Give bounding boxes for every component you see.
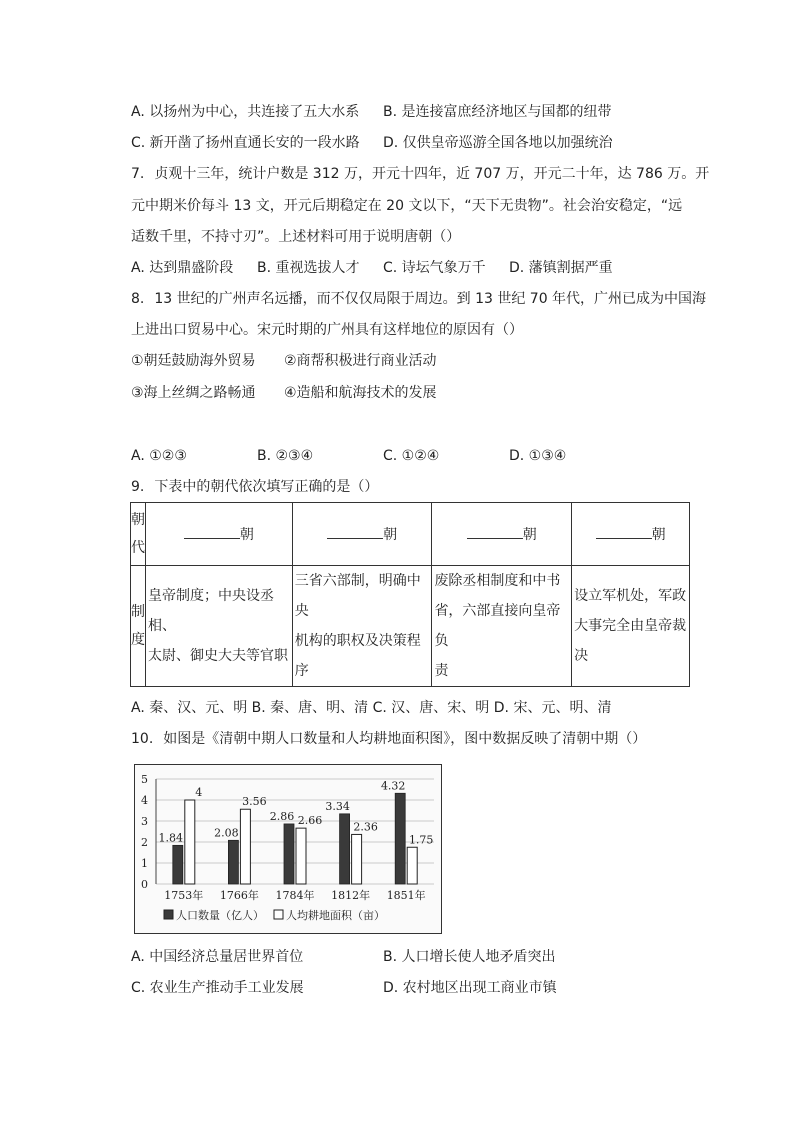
system-cell: [292, 566, 432, 687]
dynasty-blank-cell: [146, 503, 293, 566]
bar-land: [185, 800, 195, 884]
y-tick-label: 0: [141, 878, 148, 891]
dynasty-suffix: 朝: [239, 527, 254, 543]
q8-option-c: C. ①②④: [383, 448, 440, 464]
q8-item-4: ④造船和航海技术的发展: [284, 385, 437, 401]
fill-blank[interactable]: [184, 524, 240, 539]
cell-line: 机构的职权及决策程: [294, 633, 421, 649]
q7-stem-line-3: 适数千里，不持寸刃”。上述材料可用于说明唐朝（）: [131, 229, 461, 245]
dynasty-table: [130, 502, 690, 687]
q8-option-d: D. ①③④: [509, 448, 567, 464]
q6-option-a: A. 以扬州为中心，共连接了五大水系: [131, 104, 360, 120]
x-tick-label: 1851年: [386, 889, 426, 902]
table-row: [131, 566, 690, 687]
q7-option-b: B. 重视选拔人才: [257, 260, 360, 276]
q8-option-b: B. ②③④: [257, 448, 314, 464]
q8-item-3: ③海上丝绸之路畅通: [131, 385, 256, 401]
dynasty-suffix: 朝: [651, 527, 666, 543]
q8-item-2: ②商帮积极进行商业活动: [284, 353, 437, 369]
dynasty-blank-cell: [292, 503, 432, 566]
bar-land: [352, 834, 362, 884]
system-cell: [572, 566, 690, 687]
q10-number: 10.: [131, 731, 154, 747]
q7-option-a: A. 达到鼎盛阶段: [131, 260, 234, 276]
data-label-population: 2.86: [269, 809, 295, 823]
fill-blank[interactable]: [467, 524, 523, 539]
y-tick-label: 2: [141, 836, 148, 849]
cell-line: 太尉、御史大夫等官职: [148, 648, 288, 664]
data-label-population: 2.08: [214, 826, 239, 840]
row-header-system: [131, 566, 146, 687]
cell-line: 责: [434, 663, 449, 679]
legend-label-land: 人均耕地面积（亩）: [286, 909, 385, 922]
cell-line: 大事完全由皇帝裁: [574, 618, 687, 634]
q7-option-c: C. 诗坛气象万千: [383, 260, 486, 276]
q9-number: 9.: [131, 479, 145, 495]
bar-land: [296, 828, 306, 884]
data-label-land: 1.75: [408, 833, 434, 847]
q7-text-1: 贞观十三年，统计户数是 312 万，开元十四年，近 707 万，开元二十年，达 786 万。开: [154, 166, 710, 182]
table-row: [131, 503, 690, 566]
q6-option-b: B. 是连接富庶经济地区与国都的纽带: [383, 104, 612, 120]
q10-option-c: C. 农业生产推动手工业发展: [131, 980, 304, 996]
data-label-land: 3.56: [242, 795, 267, 809]
dynasty-blank-cell: [572, 503, 690, 566]
cell-line: 三省六部制，明确中央: [294, 573, 421, 619]
q9-options: A. 秦、汉、元、明 B. 秦、唐、明、清 C. 汉、唐、宋、明 D. 宋、元、明、清: [131, 700, 612, 716]
population-land-chart: [134, 764, 442, 934]
bar-population: [173, 845, 183, 884]
bar-population: [284, 824, 294, 884]
cell-line: 序: [294, 663, 309, 679]
q7-stem-line-2: 元中期米价每斗 13 文，开元后期稳定在 20 文以下，“天下无贵物”。社会治安稳定，“远: [131, 198, 683, 214]
q8-item-1: ①朝廷鼓励海外贸易: [131, 353, 256, 369]
q7-stem-line-1: [131, 164, 709, 184]
cell-line: 废除丞相制度和中书: [434, 573, 561, 589]
y-tick-label: 3: [141, 815, 148, 828]
legend-swatch-land: [274, 910, 283, 919]
q8-text-1: 13 世纪的广州声名远播，而不仅仅局限于周边。到 13 世纪 70 年代，广州已成为中国海: [154, 291, 707, 307]
row-header-char: 制: [131, 604, 145, 620]
data-label-population: 3.34: [325, 799, 350, 813]
data-label-land: 2.66: [297, 814, 323, 828]
q10-text: 如图是《清朝中期人口数量和人均耕地面积图》，图中数据反映了清朝中期（）: [163, 731, 647, 747]
data-label-population: 4.32: [380, 779, 406, 793]
q6-option-d: D. 仅供皇帝巡游全国各地以加强统治: [383, 135, 613, 151]
q9-stem: [131, 477, 378, 497]
system-cell: [146, 566, 293, 687]
cell-line: 设立军机处，军政: [574, 588, 687, 604]
q8-number: 8.: [131, 291, 145, 307]
q10-option-b: B. 人口增长使人地矛盾突出: [383, 949, 556, 965]
y-tick-label: 5: [141, 773, 148, 786]
bar-land: [240, 809, 250, 884]
bar-population: [395, 793, 405, 884]
y-tick-label: 4: [141, 794, 148, 807]
fill-blank[interactable]: [327, 524, 383, 539]
q8-stem-line-1: [131, 289, 706, 309]
x-tick-label: 1812年: [331, 889, 371, 902]
data-label-land: 4: [195, 786, 203, 799]
cell-line: 省，六部直接向皇帝负: [434, 603, 561, 649]
dynasty-blank-cell: [432, 503, 572, 566]
legend-label-population: 人口数量（亿人）: [176, 909, 264, 922]
y-tick-label: 1: [141, 857, 148, 870]
q6-option-c: C. 新开凿了扬州直通长安的一段水路: [131, 135, 360, 151]
bar-land: [407, 847, 417, 884]
q8-stem-line-2: 上进出口贸易中心。宋元时期的广州具有这样地位的原因有（）: [131, 322, 523, 338]
data-label-population: 1.84: [158, 831, 184, 845]
bar-population: [340, 814, 350, 884]
q8-option-a: A. ①②③: [131, 448, 187, 464]
q10-option-a: A. 中国经济总量居世界首位: [131, 949, 304, 965]
q7-option-d: D. 藩镇割据严重: [509, 260, 613, 276]
system-cell: [432, 566, 572, 687]
chart-svg: [134, 764, 442, 934]
row-header-dynasty: [131, 503, 146, 566]
q7-number: 7.: [131, 166, 145, 182]
row-header-char: 度: [131, 632, 145, 648]
row-header-char: 代: [131, 540, 145, 556]
cell-line: 决: [574, 648, 589, 664]
dynasty-suffix: 朝: [383, 527, 398, 543]
q9-text: 下表中的朝代依次填写正确的是（）: [154, 479, 379, 495]
fill-blank[interactable]: [596, 524, 652, 539]
legend-swatch-population: [164, 910, 173, 919]
dynasty-suffix: 朝: [522, 527, 537, 543]
q10-stem: [131, 729, 646, 749]
row-header-char: 朝: [131, 512, 145, 528]
cell-line: 皇帝制度；中央设丞相、: [148, 588, 274, 634]
q10-option-d: D. 农村地区出现工商业市镇: [383, 980, 557, 996]
bar-population: [228, 840, 238, 884]
x-tick-label: 1753年: [164, 889, 204, 902]
data-label-land: 2.36: [353, 820, 378, 834]
x-tick-label: 1784年: [275, 889, 315, 902]
x-tick-label: 1766年: [219, 889, 259, 902]
